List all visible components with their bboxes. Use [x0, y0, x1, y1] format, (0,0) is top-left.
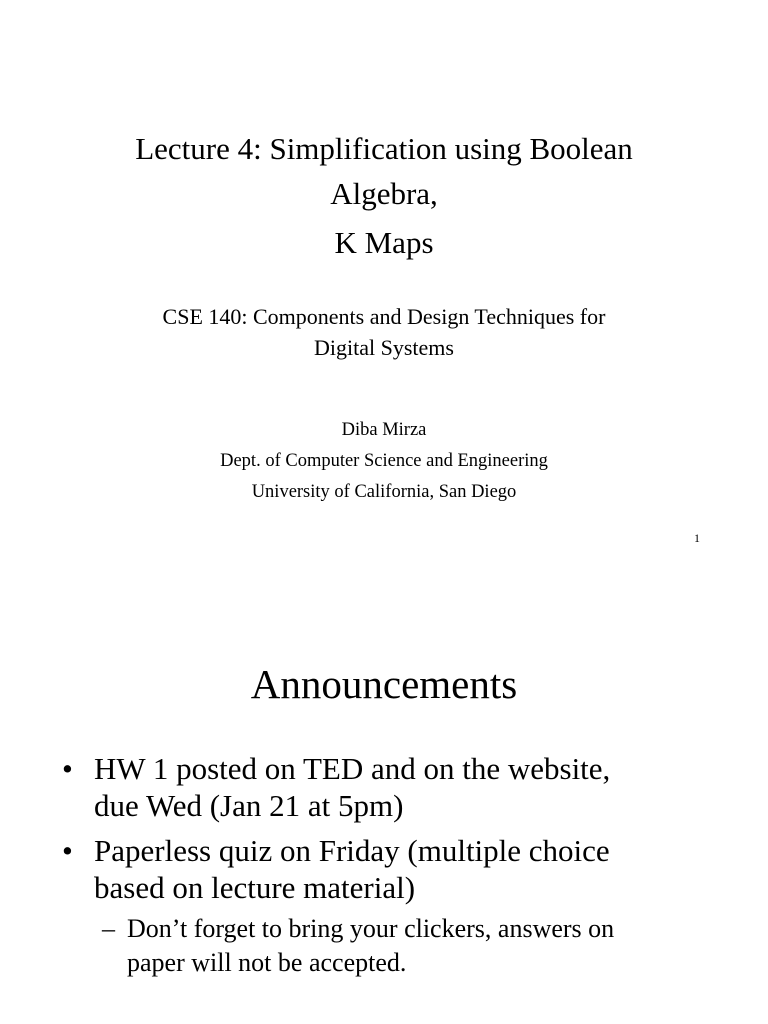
- bullet-marker: •: [62, 751, 73, 786]
- slide-title: [0, 126, 768, 265]
- author-university: University of California, San Diego: [251, 482, 517, 502]
- author-block: [0, 415, 768, 508]
- sub-bullet-marker: –: [102, 914, 115, 943]
- bullet-text-line: Paperless quiz on Friday (multiple choice: [94, 833, 610, 868]
- title-line: Lecture 4: Simplification using Boolean: [135, 131, 633, 166]
- author-name: Diba Mirza: [341, 420, 427, 440]
- bullet-text-line: due Wed (Jan 21 at 5pm): [94, 788, 404, 823]
- sub-bullet-item: [102, 912, 742, 980]
- sub-bullet-text-line: Don’t forget to bring your clickers, answers on: [127, 914, 615, 943]
- bullet-text-line: HW 1 posted on TED and on the website,: [94, 751, 611, 786]
- slide-title: Announcements: [250, 661, 518, 707]
- page-number: 1: [694, 531, 700, 545]
- sub-bullet-text-line: paper will not be accepted.: [127, 948, 407, 977]
- bullet-marker: •: [62, 833, 73, 868]
- subtitle-line: CSE 140: Components and Design Techniques for: [162, 304, 606, 329]
- title-line: K Maps: [334, 225, 434, 260]
- course-subtitle: [0, 301, 768, 363]
- bullet-item: [62, 832, 742, 906]
- bullet-item: [62, 750, 742, 824]
- author-department: Dept. of Computer Science and Engineering: [220, 451, 548, 471]
- bullet-text-line: based on lecture material): [94, 870, 416, 905]
- bullet-list: [62, 750, 742, 980]
- slide-2: [0, 560, 768, 1024]
- title-line: Algebra,: [330, 176, 438, 211]
- subtitle-line: Digital Systems: [314, 335, 454, 360]
